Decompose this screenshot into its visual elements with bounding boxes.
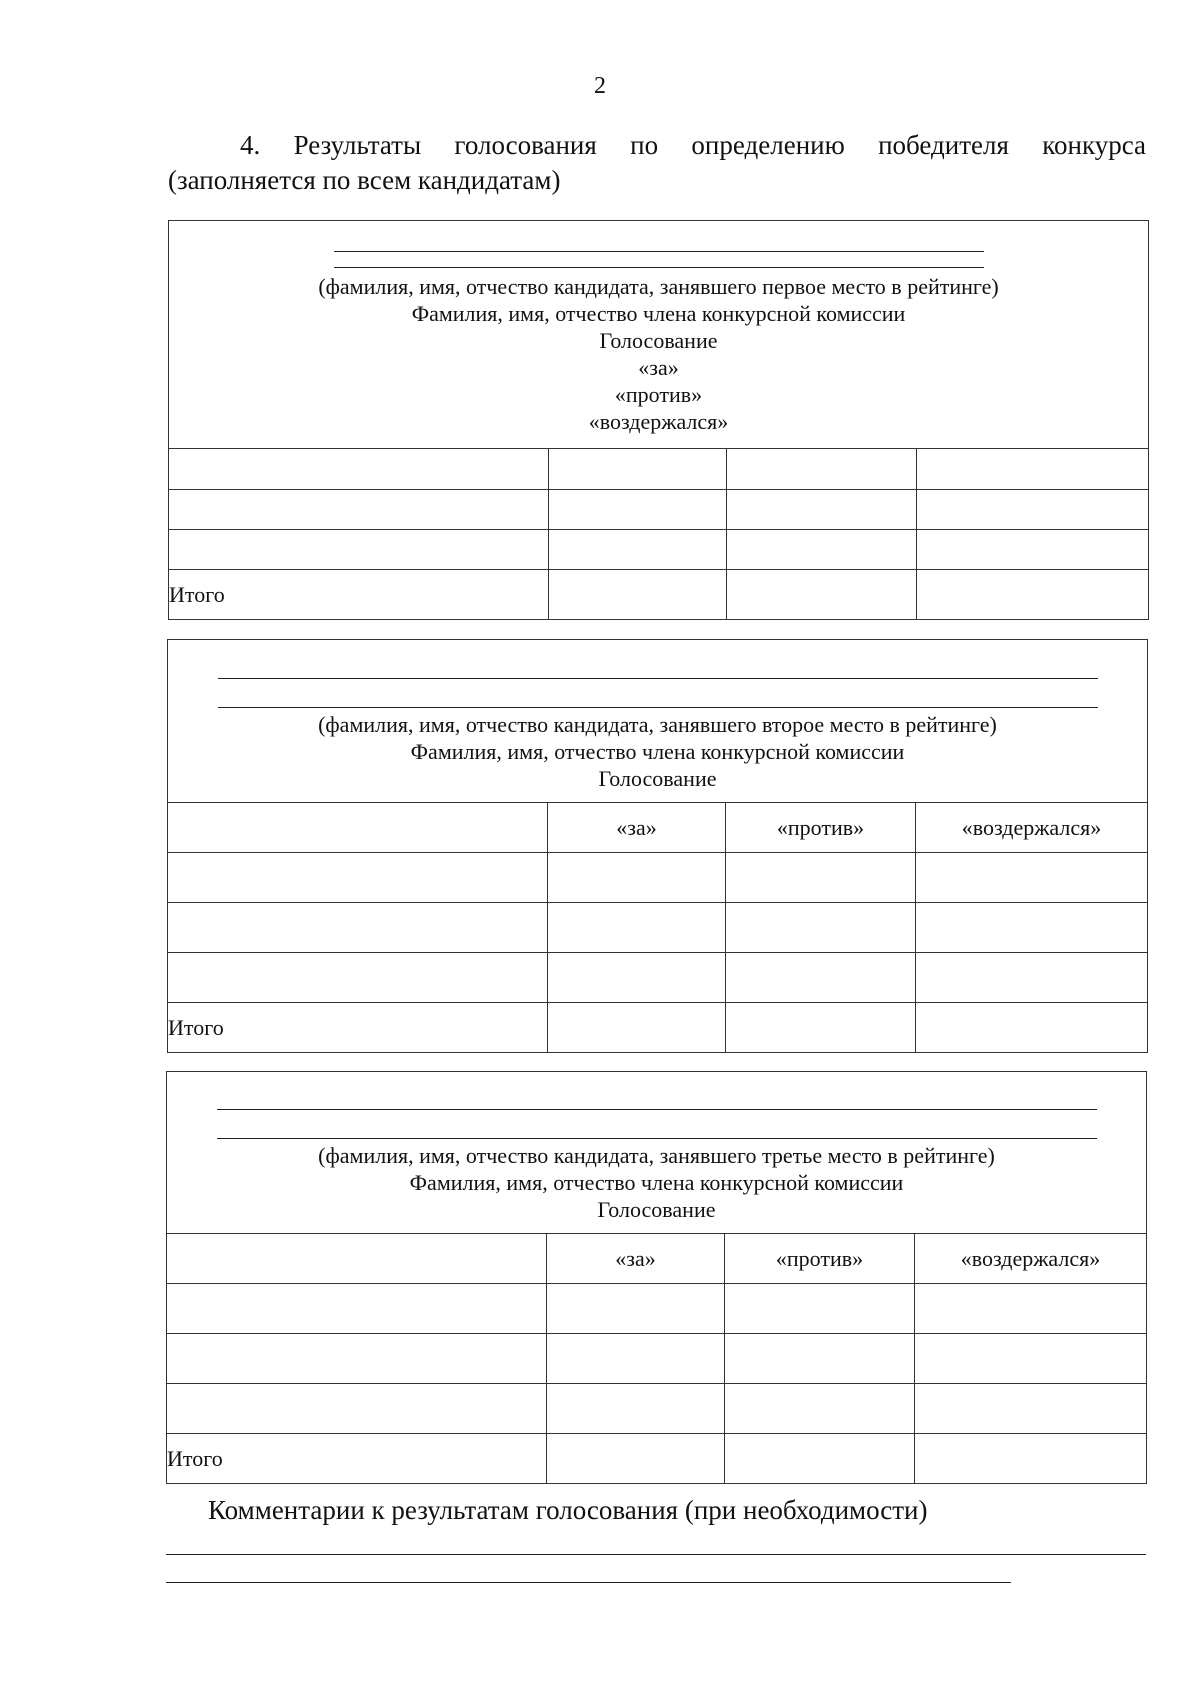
table-header-cell <box>168 640 1148 803</box>
member-cell[interactable] <box>169 449 549 490</box>
vote-cell[interactable] <box>917 490 1149 530</box>
total-cell[interactable] <box>727 570 917 620</box>
total-cell[interactable] <box>725 1434 915 1484</box>
voting-table-second-place <box>167 639 1148 1053</box>
table-header-cell <box>169 221 1149 449</box>
section-heading-line-2: (заполняется по всем кандидатам) <box>168 165 561 195</box>
candidate-caption: (фамилия, имя, отчество кандидата, занявшего второе место в рейтинге) <box>318 711 997 737</box>
member-cell[interactable] <box>167 1334 547 1384</box>
total-cell[interactable] <box>917 570 1149 620</box>
vote-cell[interactable] <box>549 449 727 490</box>
comment-line[interactable] <box>166 1582 1011 1583</box>
total-cell[interactable] <box>726 1003 916 1053</box>
vote-cell[interactable] <box>549 530 727 570</box>
member-header-cell <box>168 803 548 853</box>
voting-table-third-place <box>166 1071 1147 1484</box>
vote-cell[interactable] <box>915 1284 1147 1334</box>
table-row <box>168 853 1148 903</box>
comments-label: Комментарии к результатам голосования (при необходимости) <box>208 1495 928 1525</box>
option-for: «за» <box>638 355 679 380</box>
total-cell[interactable] <box>915 1434 1147 1484</box>
total-row <box>168 1003 1148 1053</box>
vote-cell[interactable] <box>727 449 917 490</box>
candidate-name-line[interactable] <box>218 641 1098 679</box>
member-label: Фамилия, имя, отчество члена конкурсной комиссии <box>410 738 905 764</box>
vote-cell[interactable] <box>725 1284 915 1334</box>
table-row <box>169 449 1149 490</box>
column-header-row <box>167 1234 1147 1284</box>
candidate-name-line[interactable] <box>217 1110 1097 1139</box>
column-header-abstain: «воздержался» <box>916 803 1148 853</box>
candidate-name-line[interactable] <box>334 224 984 252</box>
column-header-for: «за» <box>548 803 726 853</box>
candidate-caption: (фамилия, имя, отчество кандидата, занявшего первое место в рейтинге) <box>318 274 999 299</box>
vote-cell[interactable] <box>726 853 916 903</box>
total-cell[interactable] <box>549 570 727 620</box>
total-cell[interactable] <box>547 1434 725 1484</box>
column-header-row <box>168 803 1148 853</box>
vote-cell[interactable] <box>917 530 1149 570</box>
table-header-cell <box>167 1072 1147 1234</box>
member-cell[interactable] <box>169 490 549 530</box>
table-row <box>169 530 1149 570</box>
candidate-name-line[interactable] <box>218 679 1098 708</box>
total-row <box>169 570 1149 620</box>
member-cell[interactable] <box>168 953 548 1003</box>
vote-cell[interactable] <box>725 1384 915 1434</box>
table-row <box>169 490 1149 530</box>
total-label: Итого <box>167 1434 547 1484</box>
vote-cell[interactable] <box>916 853 1148 903</box>
total-label: Итого <box>169 570 549 620</box>
page-number: 2 <box>594 73 606 99</box>
vote-cell[interactable] <box>547 1334 725 1384</box>
candidate-name-line[interactable] <box>217 1073 1097 1110</box>
table-row <box>168 953 1148 1003</box>
member-label: Фамилия, имя, отчество члена конкурсной комиссии <box>411 301 906 326</box>
member-cell[interactable] <box>167 1384 547 1434</box>
vote-cell[interactable] <box>726 953 916 1003</box>
vote-cell[interactable] <box>916 903 1148 953</box>
vote-cell[interactable] <box>725 1334 915 1384</box>
total-row <box>167 1434 1147 1484</box>
vote-cell[interactable] <box>916 953 1148 1003</box>
vote-cell[interactable] <box>726 903 916 953</box>
total-label: Итого <box>168 1003 548 1053</box>
table-row <box>167 1384 1147 1434</box>
column-header-abstain: «воздержался» <box>915 1234 1147 1284</box>
table-row <box>167 1284 1147 1334</box>
comment-line[interactable] <box>166 1554 1146 1555</box>
voting-label: Голосование <box>597 1196 716 1222</box>
vote-cell[interactable] <box>547 1284 725 1334</box>
voting-label: Голосование <box>599 328 718 353</box>
table-row <box>168 903 1148 953</box>
candidate-caption: (фамилия, имя, отчество кандидата, занявшего третье место в рейтинге) <box>318 1142 995 1168</box>
column-header-for: «за» <box>547 1234 725 1284</box>
voting-label: Голосование <box>598 765 717 791</box>
vote-cell[interactable] <box>915 1334 1147 1384</box>
member-header-cell <box>167 1234 547 1284</box>
candidate-name-line[interactable] <box>334 252 984 268</box>
vote-cell[interactable] <box>548 953 726 1003</box>
member-label: Фамилия, имя, отчество члена конкурсной комиссии <box>409 1169 904 1195</box>
member-cell[interactable] <box>167 1284 547 1334</box>
column-header-against: «против» <box>725 1234 915 1284</box>
table-row <box>167 1334 1147 1384</box>
vote-cell[interactable] <box>727 490 917 530</box>
column-header-against: «против» <box>726 803 916 853</box>
option-against: «против» <box>614 382 703 407</box>
vote-cell[interactable] <box>549 490 727 530</box>
member-cell[interactable] <box>168 853 548 903</box>
vote-cell[interactable] <box>547 1384 725 1434</box>
vote-cell[interactable] <box>917 449 1149 490</box>
total-cell[interactable] <box>916 1003 1148 1053</box>
member-cell[interactable] <box>169 530 549 570</box>
option-abstain: «воздержался» <box>588 409 729 434</box>
vote-cell[interactable] <box>548 853 726 903</box>
voting-table-first-place <box>168 220 1149 620</box>
section-heading <box>168 128 1146 197</box>
vote-cell[interactable] <box>915 1384 1147 1434</box>
vote-cell[interactable] <box>548 903 726 953</box>
section-heading-line-1: 4. Результаты голосования по определению победителя конкурса <box>240 130 1146 160</box>
member-cell[interactable] <box>168 903 548 953</box>
total-cell[interactable] <box>548 1003 726 1053</box>
vote-cell[interactable] <box>727 530 917 570</box>
